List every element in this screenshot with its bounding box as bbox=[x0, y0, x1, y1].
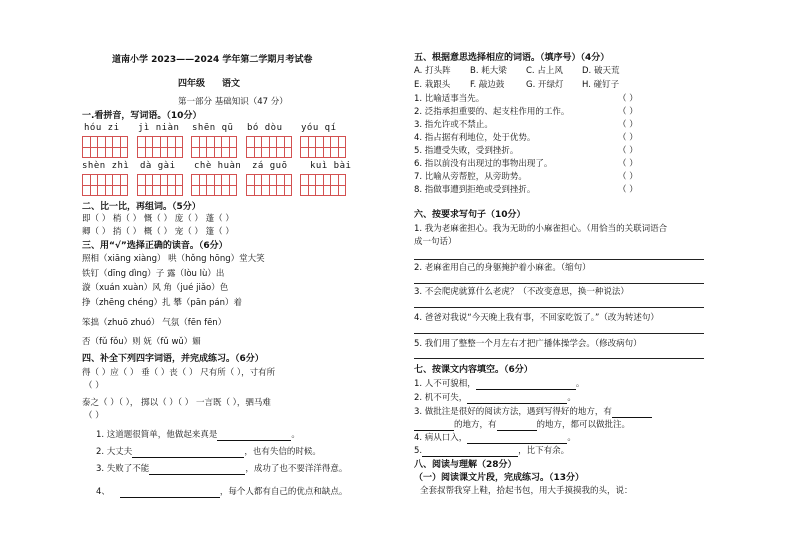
q5-item: 2. 泛指承担重要的、起支柱作用的工作。 bbox=[414, 107, 570, 117]
answer-blank[interactable] bbox=[467, 394, 567, 404]
q4-sub-2-text: 2. 大丈夫 bbox=[96, 447, 133, 457]
q6-item-1: 1. 我为老麻雀担心。我为无助的小麻雀担心。（用恰当的关联词语合 bbox=[414, 224, 668, 234]
q4-sub-1-tail: 。 bbox=[291, 430, 300, 440]
q7-item-1-text: 1. 人不可貌相， bbox=[414, 379, 476, 389]
writing-grid[interactable] bbox=[246, 174, 292, 196]
writing-grid[interactable] bbox=[137, 136, 183, 158]
q6-answer-line-5[interactable] bbox=[414, 358, 704, 359]
writing-grid[interactable] bbox=[300, 136, 346, 158]
q4-idioms-line2b[interactable]: （ ） bbox=[84, 411, 104, 421]
q5-item: 7. 比喻从旁帮腔，从旁助势。 bbox=[414, 172, 527, 182]
q5-item: 1. 比喻适事当先。 bbox=[414, 94, 485, 104]
q5-option: C. 占上风 bbox=[526, 66, 563, 76]
answer-blank[interactable] bbox=[132, 448, 244, 458]
q7-item-2 bbox=[414, 393, 576, 404]
q5-option: D. 破天荒 bbox=[582, 66, 620, 76]
q3-line[interactable]: 否（fǔ fǒu）则 妩（fǔ wǔ）媚 bbox=[82, 337, 201, 347]
q4-sub-1-text: 1. 这道题很简单，他做起来真是 bbox=[96, 430, 218, 440]
q6-answer-line-1[interactable] bbox=[414, 259, 704, 260]
pinyin-9: zá guō bbox=[252, 161, 288, 171]
q5-item: 6. 指以前没有出现过的事物出现了。 bbox=[414, 159, 553, 169]
q4-sub-1 bbox=[96, 430, 300, 441]
q5-answer-paren[interactable]: （ ） bbox=[618, 146, 638, 156]
q6-answer-line-3[interactable] bbox=[414, 307, 704, 308]
q5-answer-paren[interactable]: （ ） bbox=[618, 120, 638, 130]
answer-blank[interactable] bbox=[612, 408, 652, 418]
q5-item: 5. 指遭受失败，受到挫折。 bbox=[414, 146, 519, 156]
q7-item-3b bbox=[414, 420, 630, 431]
q6-title: 六、按要求写句子（10分） bbox=[414, 210, 526, 220]
q4-sub-4 bbox=[96, 487, 347, 498]
q5-answer-paren[interactable]: （ ） bbox=[618, 185, 638, 195]
answer-blank[interactable] bbox=[422, 447, 518, 457]
q3-line[interactable]: 挣（zhēng chéng）扎 攀（pān pán）着 bbox=[82, 298, 243, 308]
q5-option: G. 开绿灯 bbox=[526, 80, 564, 90]
answer-blank[interactable] bbox=[217, 431, 291, 441]
subject-label: 语文 bbox=[222, 79, 241, 89]
writing-grid[interactable] bbox=[137, 174, 183, 196]
writing-grid[interactable] bbox=[300, 174, 346, 196]
q6-item-3: 3. 不会爬虎就算什么老虎？（不改变意思，换一种说法） bbox=[414, 287, 629, 297]
q3-line[interactable]: 铁钉（dīng dìng）子 露（lòu lù）出 bbox=[82, 269, 225, 279]
q5-option: A. 打头阵 bbox=[414, 66, 451, 76]
q3-line[interactable]: 笨拙（zhuō zhuó） 气氛（fēn fēn） bbox=[82, 318, 227, 328]
q8-subtitle: （一）阅读课文片段，完成练习。（13分） bbox=[414, 473, 585, 483]
pinyin-8: chè huàn bbox=[194, 161, 242, 171]
q4-idioms-line2[interactable]: 泰之（ ）（ ）， 掷以（ ）（ ） 一言既（ ），驷马难 bbox=[82, 398, 271, 408]
answer-blank[interactable] bbox=[120, 488, 220, 498]
part1-title: 第一部分 基础知识（47 分） bbox=[178, 97, 288, 107]
grade-label: 四年级 bbox=[178, 79, 206, 89]
q6-item-4: 4. 爸爸对我说“今天晚上我有事，不回家吃饭了。”（改为转述句） bbox=[414, 313, 659, 323]
pinyin-3: shēn qū bbox=[192, 123, 234, 133]
q6-item-2: 2. 老麻雀用自己的身躯掩护着小麻雀。（缩句） bbox=[414, 263, 591, 273]
q7-item-5-text: 5. bbox=[414, 446, 423, 456]
q6-answer-line-4[interactable] bbox=[414, 333, 704, 334]
writing-grid[interactable] bbox=[191, 174, 237, 196]
q4-title: 四、补全下列四字词语，并完成练习。（6分） bbox=[82, 354, 264, 364]
q7-title: 七、按课文内容填空。（6分） bbox=[414, 365, 533, 375]
q5-answer-paren[interactable]: （ ） bbox=[618, 94, 638, 104]
q4-sub-2 bbox=[96, 447, 321, 458]
q5-answer-paren[interactable]: （ ） bbox=[618, 159, 638, 169]
q4-sub-2-tail: ，也有失信的时候。 bbox=[244, 447, 321, 457]
q2-row2[interactable]: 卿（ ） 捎（ ） 概（ ） 宠（ ） 篷（ ） bbox=[82, 227, 234, 237]
writing-grid[interactable] bbox=[82, 136, 128, 158]
q7-item-4-text: 4. 病从口入， bbox=[414, 433, 468, 443]
q7-item-3-mid: 的地方，有 bbox=[454, 420, 497, 430]
q4-sub-3-text: 3. 失败了不能 bbox=[96, 464, 150, 474]
pinyin-6: shèn zhì bbox=[82, 161, 130, 171]
q7-item-3-tail: 的地方，都可以做批注。 bbox=[536, 420, 631, 430]
q7-item-3 bbox=[414, 407, 652, 418]
q7-item-5 bbox=[414, 446, 569, 457]
q4-idioms-line1b[interactable]: （ ） bbox=[84, 381, 104, 391]
q5-option: E. 栽跟头 bbox=[414, 80, 451, 90]
q4-sub-4-tail: ，每个人都有自己的优点和缺点。 bbox=[219, 487, 348, 497]
q4-sub-3-tail: ，成功了也不要洋洋得意。 bbox=[245, 464, 348, 474]
answer-blank[interactable] bbox=[497, 421, 537, 431]
q7-item-5-tail: ，比下有余。 bbox=[518, 446, 570, 456]
q5-item: 4. 指占据有利地位，处于优势。 bbox=[414, 133, 536, 143]
q6-item-5: 5. 我们用了整整一个月左右才把广播体操学会。（修改病句） bbox=[414, 339, 642, 349]
q7-item-2-text: 2. 机不可失， bbox=[414, 393, 468, 403]
q4-idioms-line1[interactable]: 得（ ）应（ ） 垂（ ）丧（ ） 尺有所（ ），寸有所 bbox=[82, 368, 276, 378]
writing-grid[interactable] bbox=[246, 136, 292, 158]
answer-blank[interactable] bbox=[414, 421, 454, 431]
writing-grid[interactable] bbox=[82, 174, 128, 196]
page-title: 道南小学 2023——2024 学年第二学期月考试卷 bbox=[112, 55, 313, 65]
q7-item-4 bbox=[414, 433, 576, 444]
q4-sub-4-text: 4、 bbox=[96, 487, 110, 497]
writing-grid[interactable] bbox=[191, 136, 237, 158]
q5-answer-paren[interactable]: （ ） bbox=[618, 107, 638, 117]
q2-title: 二、比一比，再组词。（5分） bbox=[82, 202, 201, 212]
q5-title: 五、根据意思选择相应的词语。（填序号）（4分） bbox=[414, 53, 610, 63]
q4-sub-3 bbox=[96, 464, 347, 475]
q5-option: B. 耗大梁 bbox=[470, 66, 507, 76]
answer-blank[interactable] bbox=[467, 434, 567, 444]
q5-item: 3. 指允许或不禁止。 bbox=[414, 120, 493, 130]
pinyin-7: dà gài bbox=[140, 161, 176, 171]
q6-answer-line-2[interactable] bbox=[414, 283, 704, 284]
q5-option: F. 敲边鼓 bbox=[470, 80, 505, 90]
answer-blank[interactable] bbox=[149, 465, 245, 475]
pinyin-5: yóu qí bbox=[301, 123, 337, 133]
q7-item-4-tail: 。 bbox=[567, 433, 576, 443]
q8-title: 八、阅读与理解（28分） bbox=[414, 460, 517, 470]
q3-title: 三、用“√”选择正确的读音。（6分） bbox=[82, 241, 228, 251]
q5-answer-paren[interactable]: （ ） bbox=[618, 133, 638, 143]
q7-item-1 bbox=[414, 379, 584, 390]
q5-answer-paren[interactable]: （ ） bbox=[618, 172, 638, 182]
q3-line[interactable]: 照相（xiāng xiàng） 哄（hǒng hōng）堂大笑 bbox=[82, 254, 265, 264]
q3-line[interactable]: 漩（xuán xuàn）风 角（jué jiǎo）色 bbox=[82, 283, 229, 293]
pinyin-2: jì niàn bbox=[138, 123, 180, 133]
q6-item-1b: 成一句话） bbox=[414, 237, 457, 247]
q2-row1[interactable]: 即（ ） 梢（ ） 慨（ ） 庞（ ） 蓬（ ） bbox=[82, 214, 234, 224]
q7-item-3-text: 3. 做批注是很好的阅读方法，遇到写得好的地方，有 bbox=[414, 407, 612, 417]
q8-passage-text: 全套叔帮我穿上鞋，拾起书包，用大手摸摸我的头，说： bbox=[420, 486, 633, 496]
q5-option: H. 碰钉子 bbox=[582, 80, 620, 90]
pinyin-10: kuì bài bbox=[310, 161, 352, 171]
pinyin-1: hóu zi bbox=[84, 123, 120, 133]
q7-item-2-tail: 。 bbox=[567, 393, 576, 403]
q1-title: 一.看拼音，写词语。（10分） bbox=[82, 111, 202, 121]
q5-item: 8. 指做事遭到拒绝或受到挫折。 bbox=[414, 185, 536, 195]
answer-blank[interactable] bbox=[476, 380, 576, 390]
q7-item-1-tail: 。 bbox=[575, 379, 585, 389]
pinyin-4: bó dòu bbox=[247, 123, 283, 133]
